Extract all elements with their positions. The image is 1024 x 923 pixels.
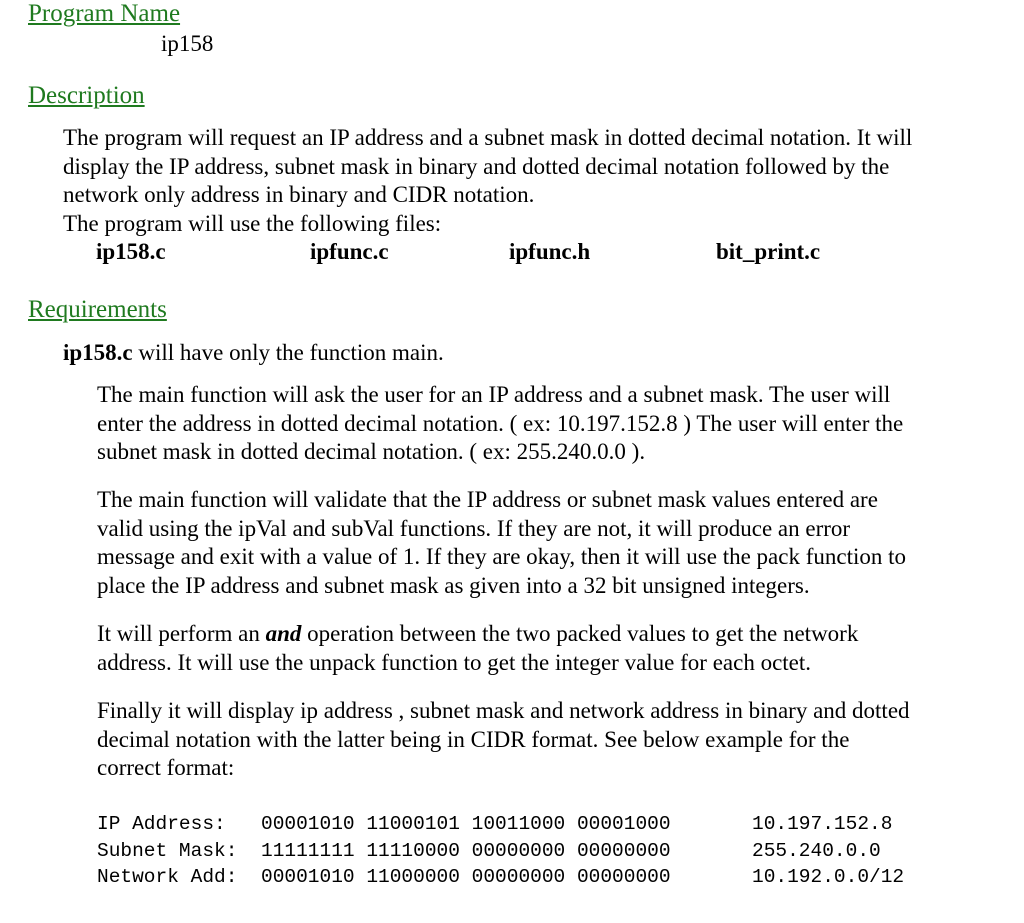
- main-file-name: ip158.c: [63, 340, 133, 365]
- requirements-paragraph-4: [97, 697, 1017, 783]
- paragraph-line: valid using the ipVal and subVal functions. If they are not, it will produce an error: [97, 515, 851, 541]
- output-label: IP Address:: [97, 813, 226, 835]
- paragraph-line: decimal notation with the latter being in CIDR format. See below example for the: [97, 726, 850, 752]
- output-label: Subnet Mask:: [97, 839, 238, 862]
- paragraph-line: The main function will validate that the IP address or subnet mask values entered are: [97, 487, 878, 512]
- output-binary: 11111111 11110000 00000000 00000000: [261, 839, 671, 862]
- description-line: display the IP address, subnet mask in binary and dotted decimal notation followed by the: [63, 153, 890, 179]
- main-file-line: [63, 339, 444, 368]
- requirements-heading: Requirements: [28, 296, 167, 323]
- and-emphasis: and: [265, 621, 302, 646]
- paragraph-text: operation between the two packed values to get the network: [301, 621, 859, 646]
- paragraph-line: message and exit with a value of 1. If they are okay, then it will use the pack function to: [97, 544, 907, 569]
- program-name-value: ip158: [161, 31, 214, 56]
- requirements-paragraph-3: [97, 620, 1017, 677]
- description-line: The program will use the following files:: [63, 210, 442, 236]
- description-line: network only address in binary and CIDR notation.: [63, 182, 535, 207]
- description-heading: Description: [28, 82, 145, 109]
- paragraph-line: [97, 620, 1017, 649]
- output-dotted: 10.192.0.0/12: [752, 866, 905, 888]
- requirements-paragraph-2: [97, 486, 1017, 600]
- file-ipfunc-h: ipfunc.h: [509, 239, 591, 264]
- file-bit-print-c: bit_print.c: [716, 239, 821, 264]
- paragraph-line: subnet mask in dotted decimal notation. ( ex: 255.240.0.0 ).: [97, 439, 646, 464]
- output-binary: 00001010 11000101 10011000 00001000: [261, 813, 671, 835]
- requirements-paragraph-1: [97, 381, 1017, 467]
- paragraph-line: The main function will ask the user for an IP address and a subnet mask. The user will: [97, 382, 891, 407]
- description-text: [63, 124, 1013, 238]
- output-dotted: 255.240.0.0: [752, 839, 881, 862]
- paragraph-line: enter the address in dotted decimal notation. ( ex: 10.197.152.8 ) The user will enter the: [97, 410, 904, 436]
- paragraph-line: place the IP address and subnet mask as given into a 32 bit unsigned integers.: [97, 572, 810, 598]
- paragraph-text: It will perform an: [97, 621, 266, 646]
- description-line: The program will request an IP address and a subnet mask in dotted decimal notation. It will: [63, 125, 913, 150]
- output-dotted: 10.197.152.8: [752, 813, 893, 835]
- output-label: Network Add:: [97, 866, 238, 888]
- file-ipfunc-c: ipfunc.c: [310, 239, 389, 264]
- output-binary: 00001010 11000000 00000000 00000000: [261, 866, 671, 888]
- paragraph-line: address. It will use the unpack function to get the integer value for each octet.: [97, 649, 812, 675]
- program-name-heading: Program Name: [28, 0, 181, 27]
- main-file-text: will have only the function main.: [138, 340, 444, 365]
- paragraph-line: Finally it will display ip address , subnet mask and network address in binary and dotted: [97, 698, 910, 723]
- paragraph-line: correct format:: [97, 755, 235, 780]
- file-ip158-c: ip158.c: [96, 239, 166, 264]
